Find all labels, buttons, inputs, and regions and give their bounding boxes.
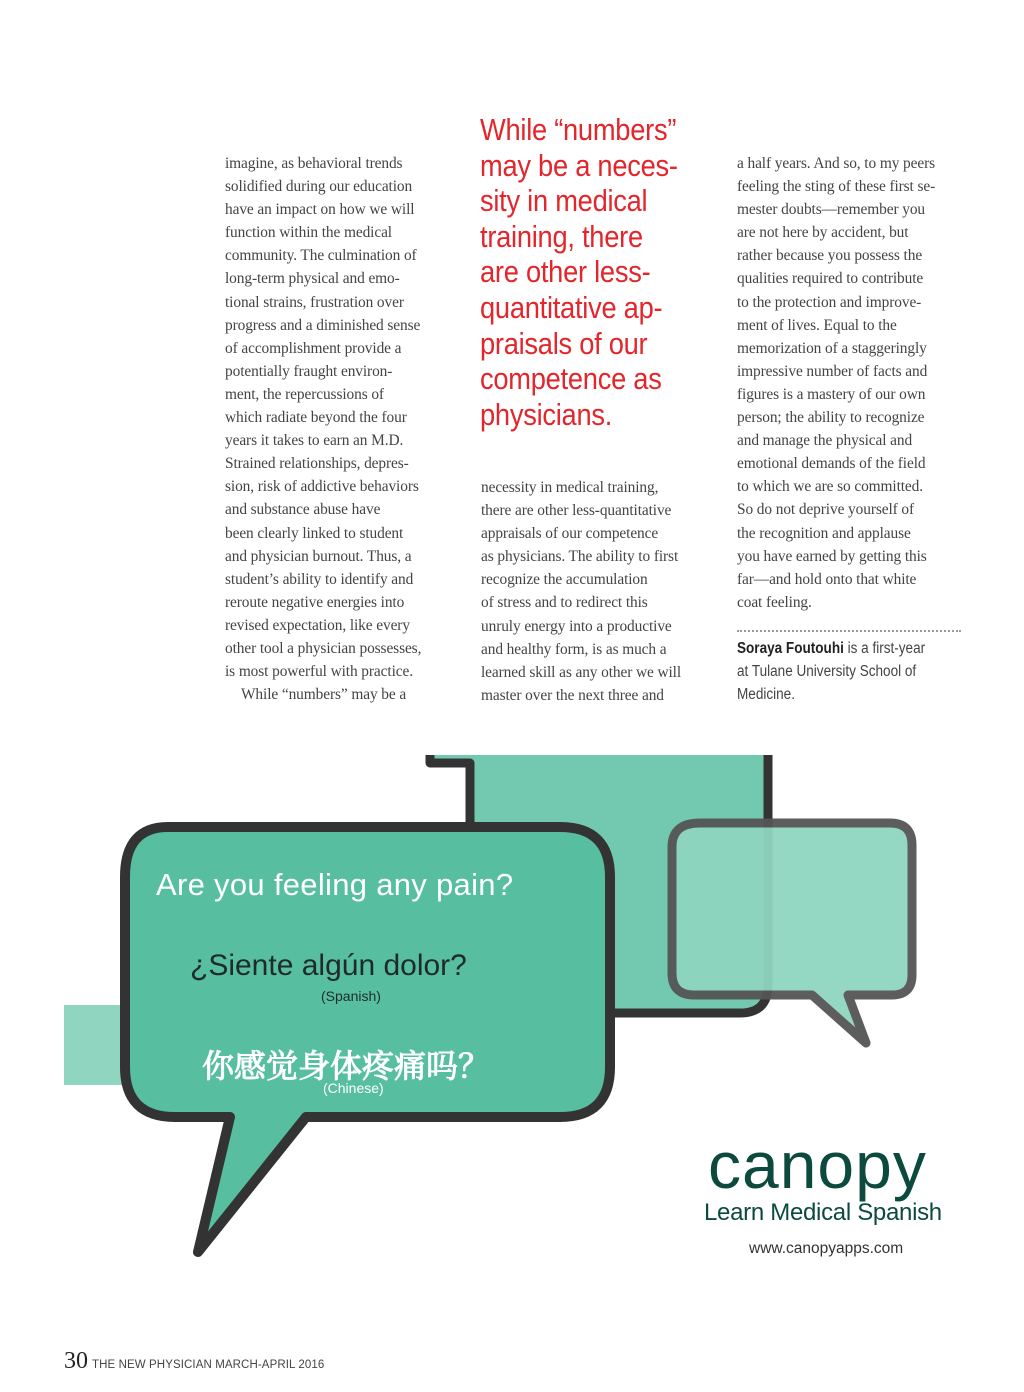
page-footer: [64, 1348, 324, 1375]
column-1-line: reroute negative energies into: [225, 593, 405, 611]
column-1-line: progress and a diminished sense: [225, 316, 421, 334]
column-1-line: been clearly linked to student: [225, 524, 404, 542]
pull-quote-line: are other less-: [480, 254, 651, 290]
column-1-line: student’s ability to identify and: [225, 570, 414, 588]
column-1-line: Strained relationships, depres-: [225, 455, 409, 473]
column-1-line: imagine, as behavioral trends: [225, 155, 403, 172]
column-1-line: long-term physical and emo-: [225, 270, 400, 288]
column-2-line: there are other less-quantitative: [481, 502, 672, 520]
author-name: Soraya Foutouhi: [737, 640, 844, 657]
pull-quote-line: competence as: [480, 361, 662, 397]
column-2-line: master over the next three and: [481, 686, 664, 704]
column-2-line: learned skill as any other we will: [481, 663, 682, 681]
column-2-line: and healthy form, is as much a: [481, 640, 667, 658]
column-1-line: and substance abuse have: [225, 501, 381, 519]
column-2-line: unruly energy into a productive: [481, 617, 672, 635]
column-1-line: is most powerful with practice.: [225, 663, 413, 681]
column-2-line: necessity in medical training,: [481, 479, 659, 496]
column-1-line: community. The culmination of: [225, 247, 417, 265]
article-column-1: [225, 152, 455, 706]
column-3-line: mester doubts—remember you: [737, 201, 926, 219]
column-3-line: to which we are so committed.: [737, 478, 924, 496]
pull-quote-line: training, there: [480, 218, 643, 254]
bio-divider: [737, 630, 961, 632]
column-2-line: recognize the accumulation: [481, 571, 648, 589]
column-3-line: rather because you possess the: [737, 247, 923, 265]
author-bio: [737, 637, 948, 706]
pull-quote-line: sity in medical: [480, 183, 648, 219]
column-1-line: ment, the repercussions of: [225, 385, 384, 403]
ad-question-chinese: 你感觉身体疼痛吗？: [202, 1048, 491, 1084]
column-3-line: So do not deprive yourself of: [737, 501, 915, 519]
column-3-line: to the protection and improve-: [737, 293, 922, 311]
column-3-line: memorization of a staggeringly: [737, 339, 927, 357]
column-3-line: and manage the physical and: [737, 432, 913, 450]
pull-quote-line: physicians.: [480, 396, 613, 432]
column-1-line: function within the medical: [225, 224, 392, 242]
bio-text-2: at Tulane University School of: [737, 663, 917, 680]
column-3-line: far—and hold onto that white: [737, 570, 917, 588]
column-3-line: figures is a mastery of our own: [737, 385, 926, 403]
column-3-line: feeling the sting of these first se-: [737, 178, 936, 196]
pull-quote-line: quantitative ap-: [480, 289, 663, 325]
column-2-line: of stress and to redirect this: [481, 594, 648, 612]
pull-quote: [480, 112, 691, 432]
column-3-line: a half years. And so, to my peers: [737, 155, 936, 172]
canopy-advertisement: [0, 755, 1024, 1300]
column-1-line: which radiate beyond the four: [225, 409, 407, 427]
column-3-line: coat feeling.: [737, 593, 812, 611]
pull-quote-line: praisals of our: [480, 325, 648, 361]
column-1-line: have an impact on how we will: [225, 201, 415, 219]
column-3-line: you have earned by getting this: [737, 547, 927, 565]
article-column-3: [737, 152, 967, 614]
pull-quote-line: may be a neces-: [480, 147, 678, 183]
column-1-line: solidified during our education: [225, 178, 413, 196]
column-3-line: the recognition and applause: [737, 524, 911, 542]
column-1-line: and physician burnout. Thus, a: [225, 547, 412, 565]
ad-question-spanish: ¿Siente algún dolor?: [190, 949, 467, 982]
bio-text-1: is a first-year: [843, 640, 926, 657]
column-1-line: potentially fraught environ-: [225, 362, 393, 380]
column-1-line: sion, risk of addictive behaviors: [225, 478, 419, 496]
column-2-line: as physicians. The ability to first: [481, 548, 679, 566]
column-1-line: revised expectation, like every: [225, 616, 410, 634]
column-1-line: of accomplishment provide a: [225, 339, 402, 357]
column-3-line: ment of lives. Equal to the: [737, 316, 897, 334]
page-number: 30: [64, 1348, 88, 1374]
column-3-line: impressive number of facts and: [737, 362, 928, 380]
ad-url[interactable]: www.canopyapps.com: [749, 1240, 904, 1257]
canopy-logo: canopy: [708, 1128, 927, 1202]
column-3-line: qualities required to contribute: [737, 270, 924, 288]
column-3-line: person; the ability to recognize: [737, 409, 925, 427]
column-1-line: other tool a physician possesses,: [225, 639, 422, 657]
bio-text-3: Medicine.: [737, 686, 795, 703]
ad-question-english: Are you feeling any pain?: [156, 867, 514, 902]
publication-info: THE NEW PHYSICIAN MARCH-APRIL 2016: [92, 1359, 325, 1371]
article-column-2: [481, 476, 711, 707]
column-3-line: emotional demands of the field: [737, 455, 926, 473]
column-1-line: While “numbers” may be a: [241, 686, 407, 704]
ad-tagline: Learn Medical Spanish: [704, 1199, 942, 1226]
column-1-line: years it takes to earn an M.D.: [225, 432, 404, 450]
ad-label-chinese: (Chinese): [323, 1080, 384, 1096]
column-1-line: tional strains, frustration over: [225, 293, 404, 311]
column-2-line: appraisals of our competence: [481, 525, 659, 543]
pull-quote-line: While “numbers”: [480, 112, 677, 147]
column-3-line: are not here by accident, but: [737, 224, 909, 242]
ad-label-spanish: (Spanish): [321, 988, 381, 1004]
